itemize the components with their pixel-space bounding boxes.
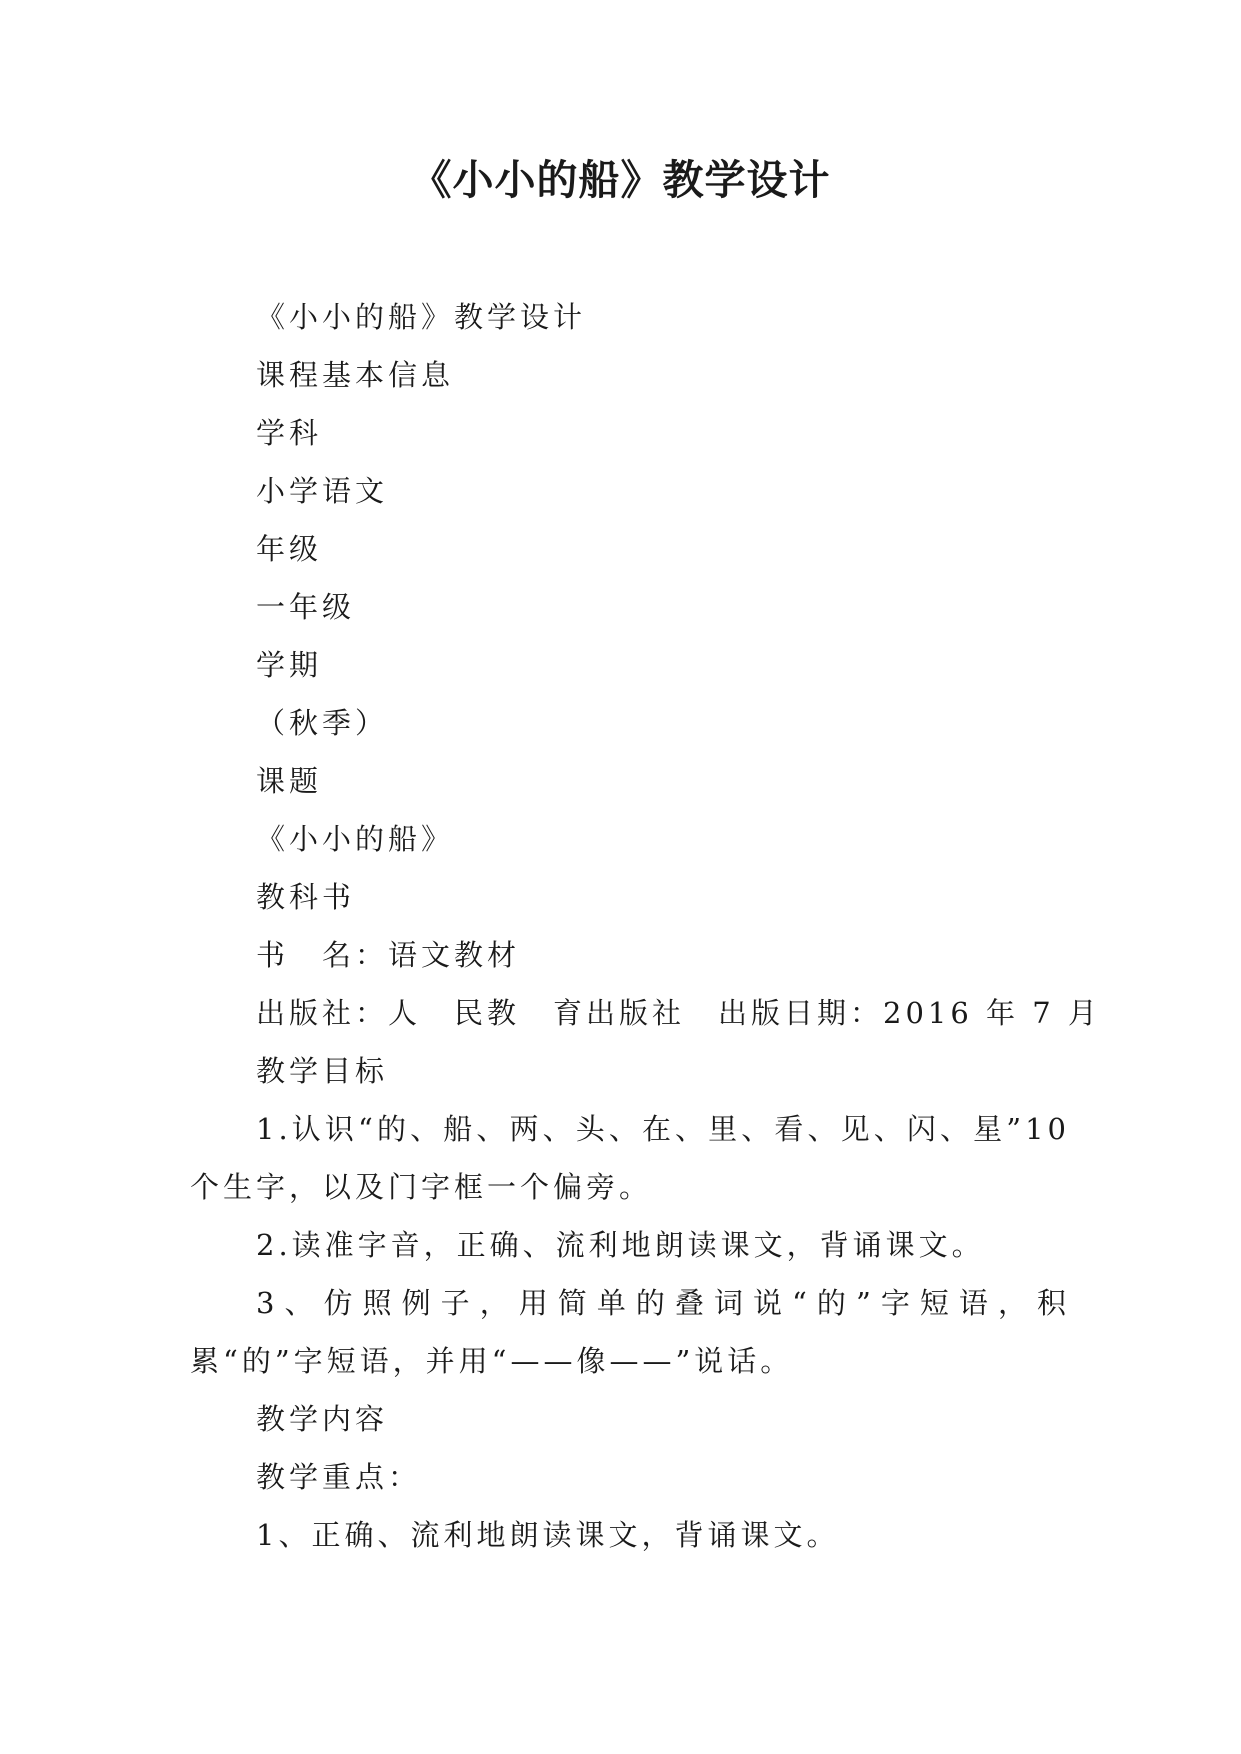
paragraph-content-heading: 教学内容	[256, 1402, 389, 1436]
document-body	[190, 288, 1101, 1564]
paragraph-subject-value: 小学语文	[256, 474, 389, 508]
paragraph-semester-value: （秋季）	[256, 706, 389, 740]
paragraph-grade-value: 一年级	[256, 590, 356, 624]
paragraph-book-name: 书 名：语文教材	[256, 938, 521, 972]
document-title: 《小小的船》教学设计	[410, 156, 831, 204]
paragraph-textbook-label: 教科书	[256, 880, 356, 914]
paragraph-topic-value: 《小小的船》	[256, 822, 455, 856]
paragraph-semester-label: 学期	[256, 648, 323, 682]
paragraph-objective-1: 1.认识“的、船、两、头、在、里、看、见、闪、星”10 个生字，以及门字框一个偏旁。	[190, 1112, 1070, 1204]
paragraph-objective-2: 2.读准字音，正确、流利地朗读课文，背诵课文。	[256, 1228, 985, 1262]
paragraph-grade-label: 年级	[256, 532, 323, 566]
paragraph-lesson-title: 《小小的船》教学设计	[256, 300, 587, 334]
paragraph-key-point-1: 1、正确、流利地朗读课文，背诵课文。	[256, 1518, 840, 1552]
paragraph-course-info-heading: 课程基本信息	[256, 358, 455, 392]
paragraph-objectives-heading: 教学目标	[256, 1054, 389, 1088]
paragraph-key-points-heading: 教学重点：	[256, 1460, 422, 1494]
paragraph-objective-3: 3、仿照例子，用简单的叠词说“的”字短语，积累“的”字短语，并用“——像——”说话。	[190, 1286, 1070, 1378]
paragraph-topic-label: 课题	[256, 764, 323, 798]
paragraph-subject-label: 学科	[256, 416, 323, 450]
paragraph-publisher: 出版社：人 民教 育出版社 出版日期：2016 年 7 月	[256, 996, 1101, 1030]
